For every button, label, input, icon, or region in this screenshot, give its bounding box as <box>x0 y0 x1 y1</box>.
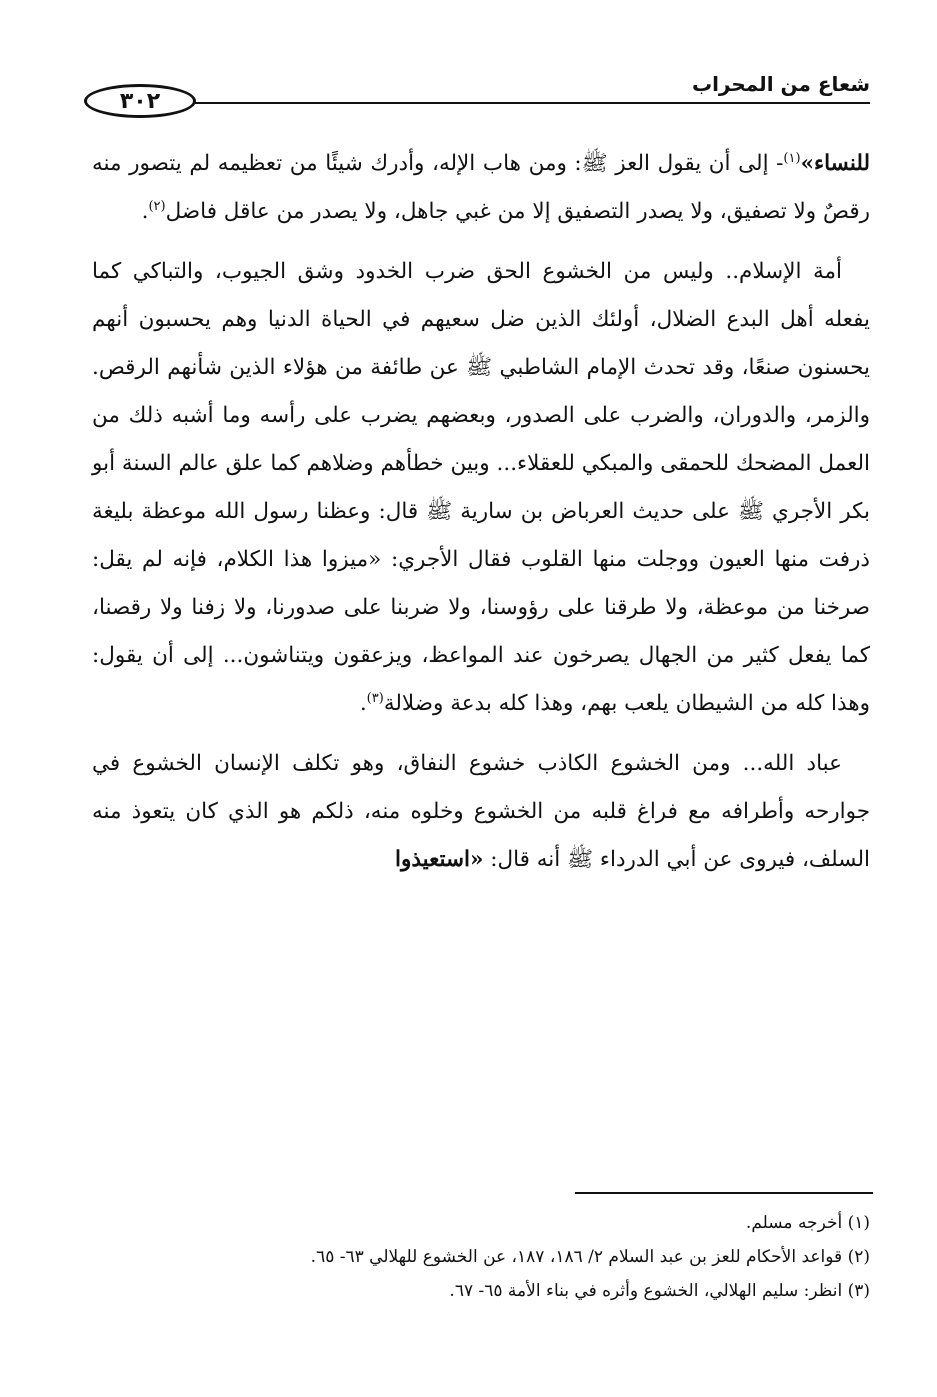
footnote: (٣) انظر: سليم الهلالي، الخشوع وأثره في بناء الأمة ٦٥- ٦٧. <box>449 1281 870 1301</box>
text-segment: . <box>359 691 367 716</box>
emphasized-text: «استعيذوا <box>394 847 484 872</box>
text-segment: عباد الله... ومن الخشوع الكاذب خشوع النفاق، وهو تكلف الإنسان الخشوع في جوارحه وأطرافه مع فراغ قلبه من الخشوع وخلوه منه، ذلكم هو الذي كان يتعوذ منه السلف، فيروى عن أبي الدرداء ﷺ أنه قال: <box>92 751 870 872</box>
emphasized-text: للنساء» <box>800 151 870 176</box>
footnote-marker: (١) <box>783 150 801 166</box>
header-rule <box>194 102 870 104</box>
footnote-marker: (٢) <box>148 198 166 214</box>
page-number: ٣٠٢ <box>84 84 196 118</box>
footnote: (١) أخرجه مسلم. <box>745 1213 870 1233</box>
footnote-rule <box>575 1192 873 1194</box>
footnote: (٢) قواعد الأحكام للعز بن عبد السلام ٢/ ١٨٦، ١٨٧، عن الخشوع للهلالي ٦٣- ٦٥. <box>310 1247 870 1267</box>
footnote-marker: (٣) <box>366 690 384 706</box>
text-segment: - إلى أن يقول العز ﷺ: ومن هاب الإله، وأدرك شيئًا من تعظيمه لم يتصور منه رقصٌ ولا تصفيق، ولا يصدر التصفيق إلا من غبي جاهل، ولا يصدر من عاقل فاضل <box>92 151 870 224</box>
paragraph <box>92 248 870 728</box>
running-title: شعاع من المحراب <box>691 72 870 96</box>
text-segment: . <box>141 199 149 224</box>
paragraph <box>92 140 870 236</box>
text-segment: أمة الإسلام.. وليس من الخشوع الحق ضرب الخدود وشق الجيوب، والتباكي كما يفعله أهل البدع الضلال، أولئك الذين ضل سعيهم في الحياة الدنيا وهم يحسبون أنهم يحسنون صنعًا، وقد تحدث الإمام الشاطبي ﷺ عن طائفة من هؤلاء الذين شأنهم الرقص. والزمر، والدوران، والضرب على الصدور، وبعضهم يضرب على رأسه وما أشبه ذلك من العمل المضحك للحمقى والمبكي للعقلاء... وبين خطأهم وضلاهم كما علق عالم السنة أبو بكر الأجري ﷺ على حديث العرباض بن سارية ﷺ قال: وعظنا رسول الله موعظة بليغة ذرفت منها العيون ووجلت منها القلوب فقال الأجري: «ميزوا هذا الكلام، فإنه لم يقل: صرخنا من موعظة، ولا طرقنا على رؤوسنا، ولا ضربنا على صدورنا، ولا زفنا ولا رقصنا، كما يفعل كثير من الجهال يصرخون عند المواعظ، ويزعقون ويتناشون... إلى أن يقول: وهذا كله من الشيطان يلعب بهم، وهذا كله بدعة وضلالة <box>92 259 871 716</box>
footnotes <box>92 1206 870 1308</box>
page-header <box>84 62 870 120</box>
body-text <box>92 140 870 896</box>
paragraph <box>92 740 870 884</box>
